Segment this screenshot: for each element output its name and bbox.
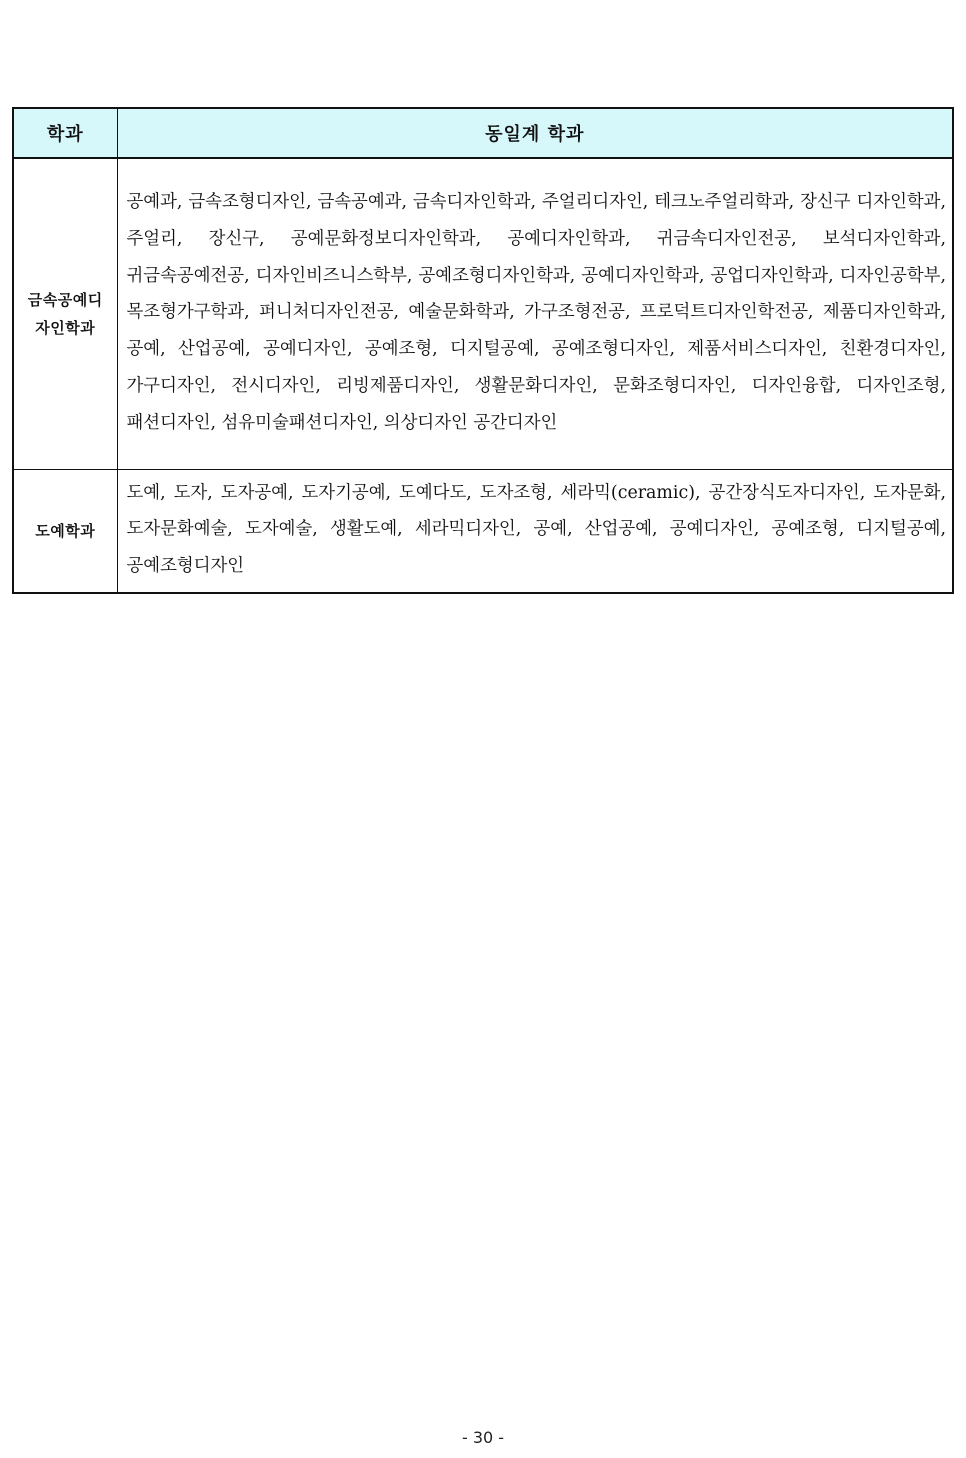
- equivalent-department-table: [12, 107, 954, 594]
- table-row: [13, 158, 953, 469]
- table-row: [13, 469, 953, 593]
- department-name-text: 금속공예디 자인학과: [27, 290, 103, 337]
- equivalent-list-ceramics: 도예, 도자, 도자공예, 도자기공예, 도예다도, 도자조형, 세라믹(ceramic), 공간장식도자디자인, 도자문화, 도자문화예술, 도자예술, 생활도예, 세라믹디자인, 공예, 산업공예, 공예디자인, 공예조형, 디지털공예, 공예조형디자인: [117, 469, 953, 593]
- header-equivalent-departments: 동일계 학과: [117, 108, 953, 158]
- equivalent-list-metal-craft: 공예과, 금속조형디자인, 금속공예과, 금속디자인학과, 주얼리디자인, 테크노주얼리학과, 장신구 디자인학과, 주얼리, 장신구, 공예문화정보디자인학과, 공예디자인학과, 귀금속디자인전공, 보석디자인학과, 귀금속공예전공, 디자인비즈니스학부, 공예조형디자인학과, 공예디자인학과, 공업디자인학과, 디자인공학부, 목조형가구학과, 퍼니처디자인전공, 예술문화학과, 가구조형전공, 프로덕트디자인학전공, 제품디자인학과, 공예, 산업공예, 공예디자인, 공예조형, 디지털공예, 공예조형디자인, 제품서비스디자인, 친환경디자인, 가구디자인, 전시디자인, 리빙제품디자인, 생활문화디자인, 문화조형디자인, 디자인융합, 디자인조형, 패션디자인, 섬유미술패션디자인, 의상디자인 공간디자인: [117, 158, 953, 469]
- page-number: - 30 -: [461, 1428, 505, 1447]
- department-name-metal-craft: [13, 158, 117, 469]
- table-header-row: [13, 108, 953, 158]
- header-department: 학과: [13, 108, 117, 158]
- department-name-text: 도예학과: [35, 521, 96, 540]
- department-name-ceramics: [13, 469, 117, 593]
